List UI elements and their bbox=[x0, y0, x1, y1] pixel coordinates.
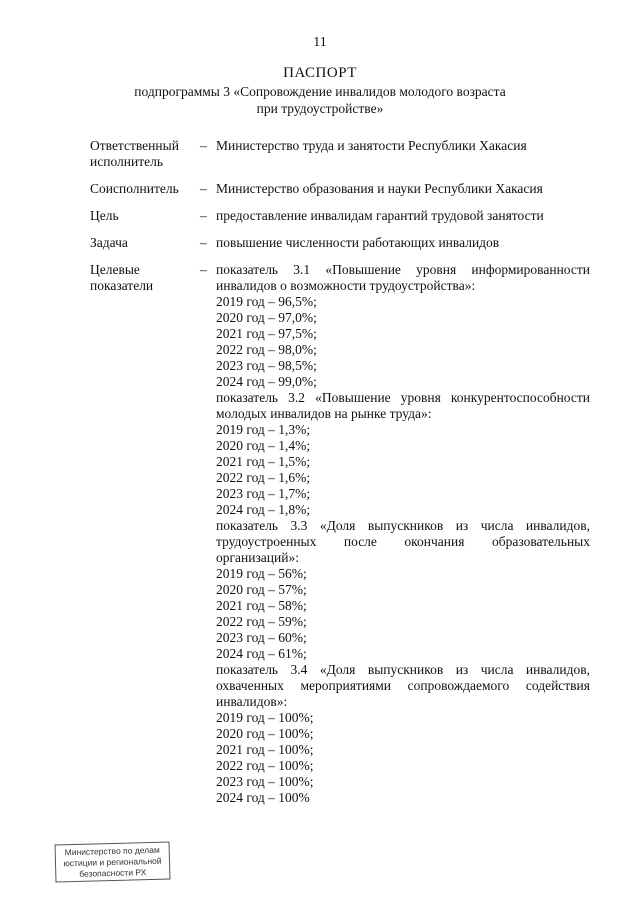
indicator-year-value: 2023 год – 100%; bbox=[216, 774, 314, 789]
row-dash: – bbox=[200, 235, 207, 250]
indicator-year-value: 2020 год – 100%; bbox=[216, 726, 314, 741]
indicator-year-value: 2019 год – 100%; bbox=[216, 710, 314, 725]
page-title: ПАСПОРТ bbox=[283, 65, 357, 81]
indicator-year-value: 2023 год – 1,7%; bbox=[216, 486, 311, 501]
indicator-text: показатель 3.1 «Повышение уровня информированности инвалидов о возможности трудоустройства»: bbox=[216, 262, 590, 293]
indicator-text: показатель 3.4 «Доля выпускников из числа инвалидов, охваченных мероприятиями сопровождаемого содействия инвалидов»: bbox=[216, 662, 590, 709]
indicator-year-value: 2020 год – 57%; bbox=[216, 582, 307, 597]
indicator-year-value: 2024 год – 61%; bbox=[216, 646, 307, 661]
indicator-text: показатель 3.3 «Доля выпускников из числа инвалидов, трудоустроенных после окончания образовательных организаций»: bbox=[216, 518, 590, 565]
row-label bbox=[90, 138, 195, 170]
indicator-heading bbox=[200, 390, 590, 422]
indicator-year-value: 2021 год – 100%; bbox=[216, 742, 314, 757]
indicator-year-value: 2023 год – 98,5%; bbox=[216, 358, 317, 373]
subtitle-line-1: подпрограммы 3 «Сопровождение инвалидов молодого возраста bbox=[134, 84, 506, 99]
indicator-year-value: 2024 год – 99,0%; bbox=[216, 374, 317, 389]
indicator-year-value: 2019 год – 56%; bbox=[216, 566, 307, 581]
indicator-year-value: 2021 год – 1,5%; bbox=[216, 454, 311, 469]
row-dash: – bbox=[200, 138, 207, 153]
row-label: Соисполнитель bbox=[90, 181, 179, 196]
indicator-3-4 bbox=[200, 662, 590, 806]
indicator-year-value: 2021 год – 97,5%; bbox=[216, 326, 317, 341]
row-dash: – bbox=[200, 181, 207, 196]
page-subtitle bbox=[100, 83, 540, 117]
row-dash: – bbox=[200, 208, 207, 223]
indicator-dash: – bbox=[200, 262, 207, 277]
indicator-heading bbox=[200, 262, 590, 294]
indicator-year-value: 2024 год – 100% bbox=[216, 790, 310, 805]
row-label-line-2: исполнитель bbox=[90, 154, 163, 169]
indicator-year-value: 2022 год – 98,0%; bbox=[216, 342, 317, 357]
row-label: Цель bbox=[90, 208, 119, 223]
indicator-year-value: 2024 год – 1,8%; bbox=[216, 502, 311, 517]
row-value: Министерство образования и науки Республики Хакасия bbox=[216, 181, 543, 196]
indicator-year-value: 2022 год – 1,6%; bbox=[216, 470, 311, 485]
indicator-year-value: 2020 год – 1,4%; bbox=[216, 438, 311, 453]
indicator-year-value: 2023 год – 60%; bbox=[216, 630, 307, 645]
indicator-3-1 bbox=[200, 262, 590, 390]
row-value: Министерство труда и занятости Республики Хакасия bbox=[216, 138, 527, 153]
row-label-line-2: показатели bbox=[90, 278, 154, 293]
indicators-list bbox=[200, 262, 590, 806]
indicator-year-value: 2019 год – 1,3%; bbox=[216, 422, 311, 437]
stamp-line-2: юстиции и региональной bbox=[63, 855, 162, 869]
indicator-year-value: 2019 год – 96,5%; bbox=[216, 294, 317, 309]
indicator-text: показатель 3.2 «Повышение уровня конкурентоспособности молодых инвалидов на рынке труда»: bbox=[216, 390, 590, 421]
subtitle-line-2: при трудоустройстве» bbox=[256, 101, 384, 116]
row-label: Задача bbox=[90, 235, 128, 250]
indicator-year-value: 2022 год – 59%; bbox=[216, 614, 307, 629]
row-label-line-1: Целевые bbox=[90, 262, 140, 277]
row-value: предоставление инвалидам гарантий трудовой занятости bbox=[216, 208, 544, 223]
indicator-year-value: 2020 год – 97,0%; bbox=[216, 310, 317, 325]
indicator-year-value: 2021 год – 58%; bbox=[216, 598, 307, 613]
page-number: 11 bbox=[313, 35, 327, 50]
indicator-heading bbox=[200, 662, 590, 710]
indicator-3-2 bbox=[200, 390, 590, 518]
indicator-3-3 bbox=[200, 518, 590, 662]
row-label bbox=[90, 262, 195, 294]
stamp-line-1: Министерство по делам bbox=[64, 844, 160, 858]
indicator-year-value: 2022 год – 100%; bbox=[216, 758, 314, 773]
stamp-line-3: безопасности РХ bbox=[79, 867, 147, 879]
indicator-heading bbox=[200, 518, 590, 566]
row-label-line-1: Ответственный bbox=[90, 138, 179, 153]
row-value: повышение численности работающих инвалидов bbox=[216, 235, 500, 250]
ministry-stamp bbox=[55, 842, 171, 883]
